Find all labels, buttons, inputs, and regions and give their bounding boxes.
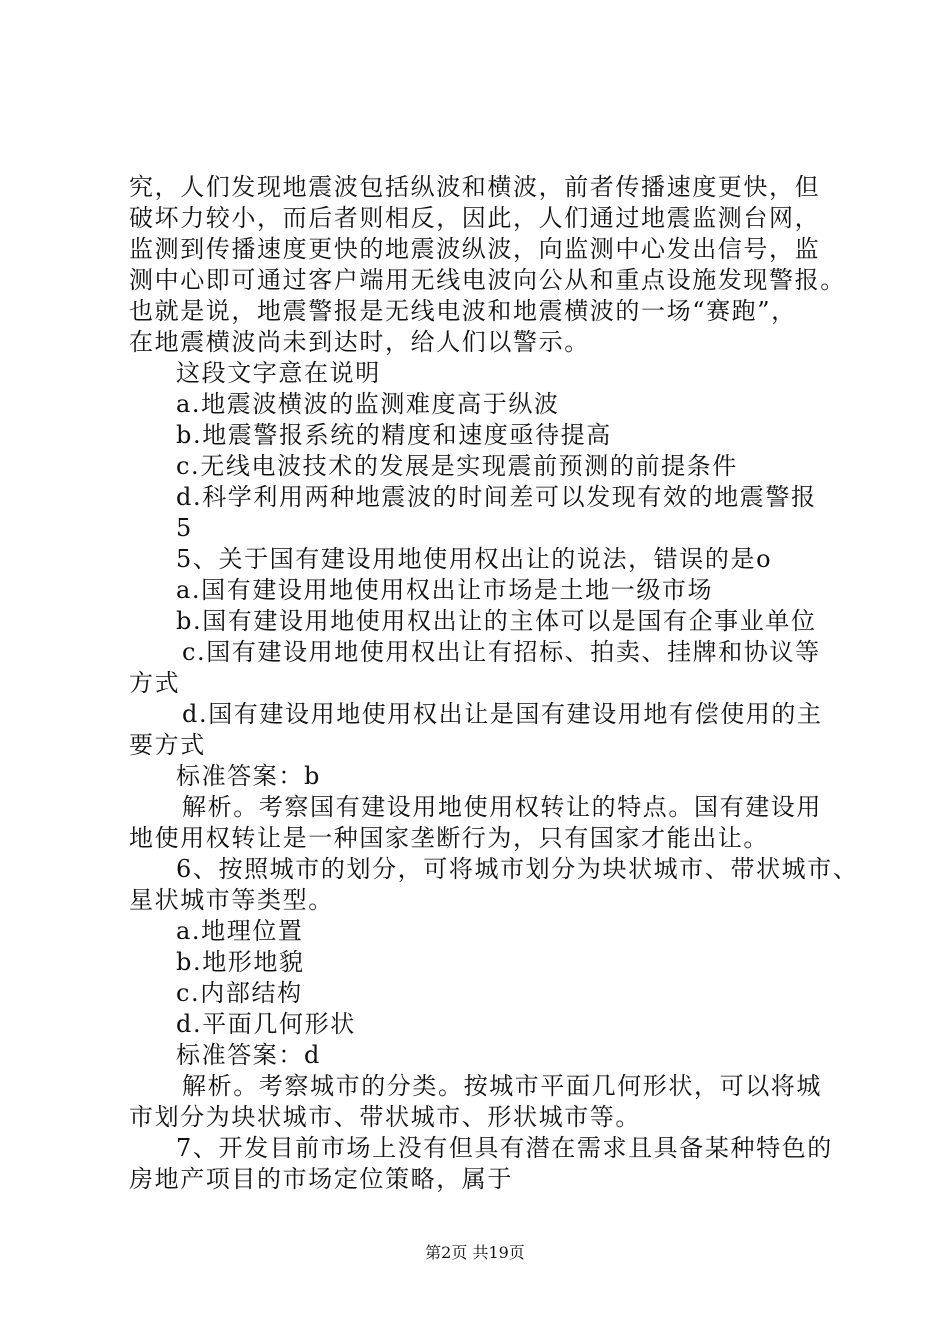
text-line: 房地产项目的市场定位策略，属于: [129, 1165, 513, 1193]
text-line: 监测到传播速度更快的地震波纵波，向监测中心发出信号，监: [129, 235, 821, 263]
text-line: 要方式: [129, 731, 206, 759]
text-line: 5、关于国有建设用地使用权出让的说法，错误的是o: [176, 545, 773, 573]
text-line: 7、开发目前市场上没有但具有潜在需求且具备某种特色的: [176, 1134, 833, 1162]
text-line: 也就是说，地震警报是无线电波和地震横波的一场“赛跑”，: [129, 297, 797, 325]
text-line: 测中心即可通过客户端用无线电波向公从和重点设施发现警报。: [129, 266, 846, 294]
text-line: a.地理位置: [176, 917, 304, 945]
text-line: 这段文字意在说明: [176, 359, 381, 387]
text-line: b.地形地貌: [176, 948, 305, 976]
text-line: 破坏力较小，而后者则相反，因此，人们通过地震监测台网，: [129, 204, 821, 232]
text-line: 解析。考察城市的分类。按城市平面几何形状，可以将城: [182, 1072, 822, 1100]
text-line: 地使用权转让是一种国家垄断行为，只有国家才能出让。: [129, 824, 769, 852]
text-line: c.无线电波技术的发展是实现震前预测的前提条件: [176, 452, 738, 480]
text-line: d.国有建设用地使用权出让是国有建设用地有偿使用的主: [182, 700, 823, 728]
text-line: d.科学利用两种地震波的时间差可以发现有效的地震警报: [176, 483, 817, 511]
text-line: 市划分为块状城市、带状城市、形状城市等。: [129, 1103, 641, 1131]
text-line: c.国有建设用地使用权出让有招标、拍卖、挂牌和协议等: [182, 638, 821, 666]
text-line: 解析。考察国有建设用地使用权转让的特点。国有建设用: [182, 793, 822, 821]
text-line: 标准答案：d: [176, 1041, 321, 1069]
body-text: [129, 172, 859, 1195]
text-line: b.国有建设用地使用权出让的主体可以是国有企事业单位: [176, 607, 817, 635]
text-line: a.地震波横波的监测难度高于纵波: [176, 390, 560, 418]
page-footer: 第2页 共19页: [425, 1243, 525, 1262]
text-line: d.平面几何形状: [176, 1010, 356, 1038]
text-line: 星状城市等类型。: [129, 886, 334, 914]
text-line: 究，人们发现地震波包括纵波和横波，前者传播速度更快，但: [129, 173, 821, 201]
text-line: 在地震横波尚未到达时，给人们以警示。: [129, 328, 590, 356]
text-line: 方式: [129, 669, 181, 697]
text-line: 标准答案：b: [176, 762, 321, 790]
text-line: 5: [176, 514, 193, 542]
text-line: c.内部结构: [176, 979, 303, 1007]
text-line: b.地震警报系统的精度和速度亟待提高: [176, 421, 612, 449]
text-line: a.国有建设用地使用权出让市场是土地一级市场: [176, 576, 714, 604]
text-line: 6、按照城市的划分，可将城市划分为块状城市、带状城市、: [176, 855, 859, 883]
